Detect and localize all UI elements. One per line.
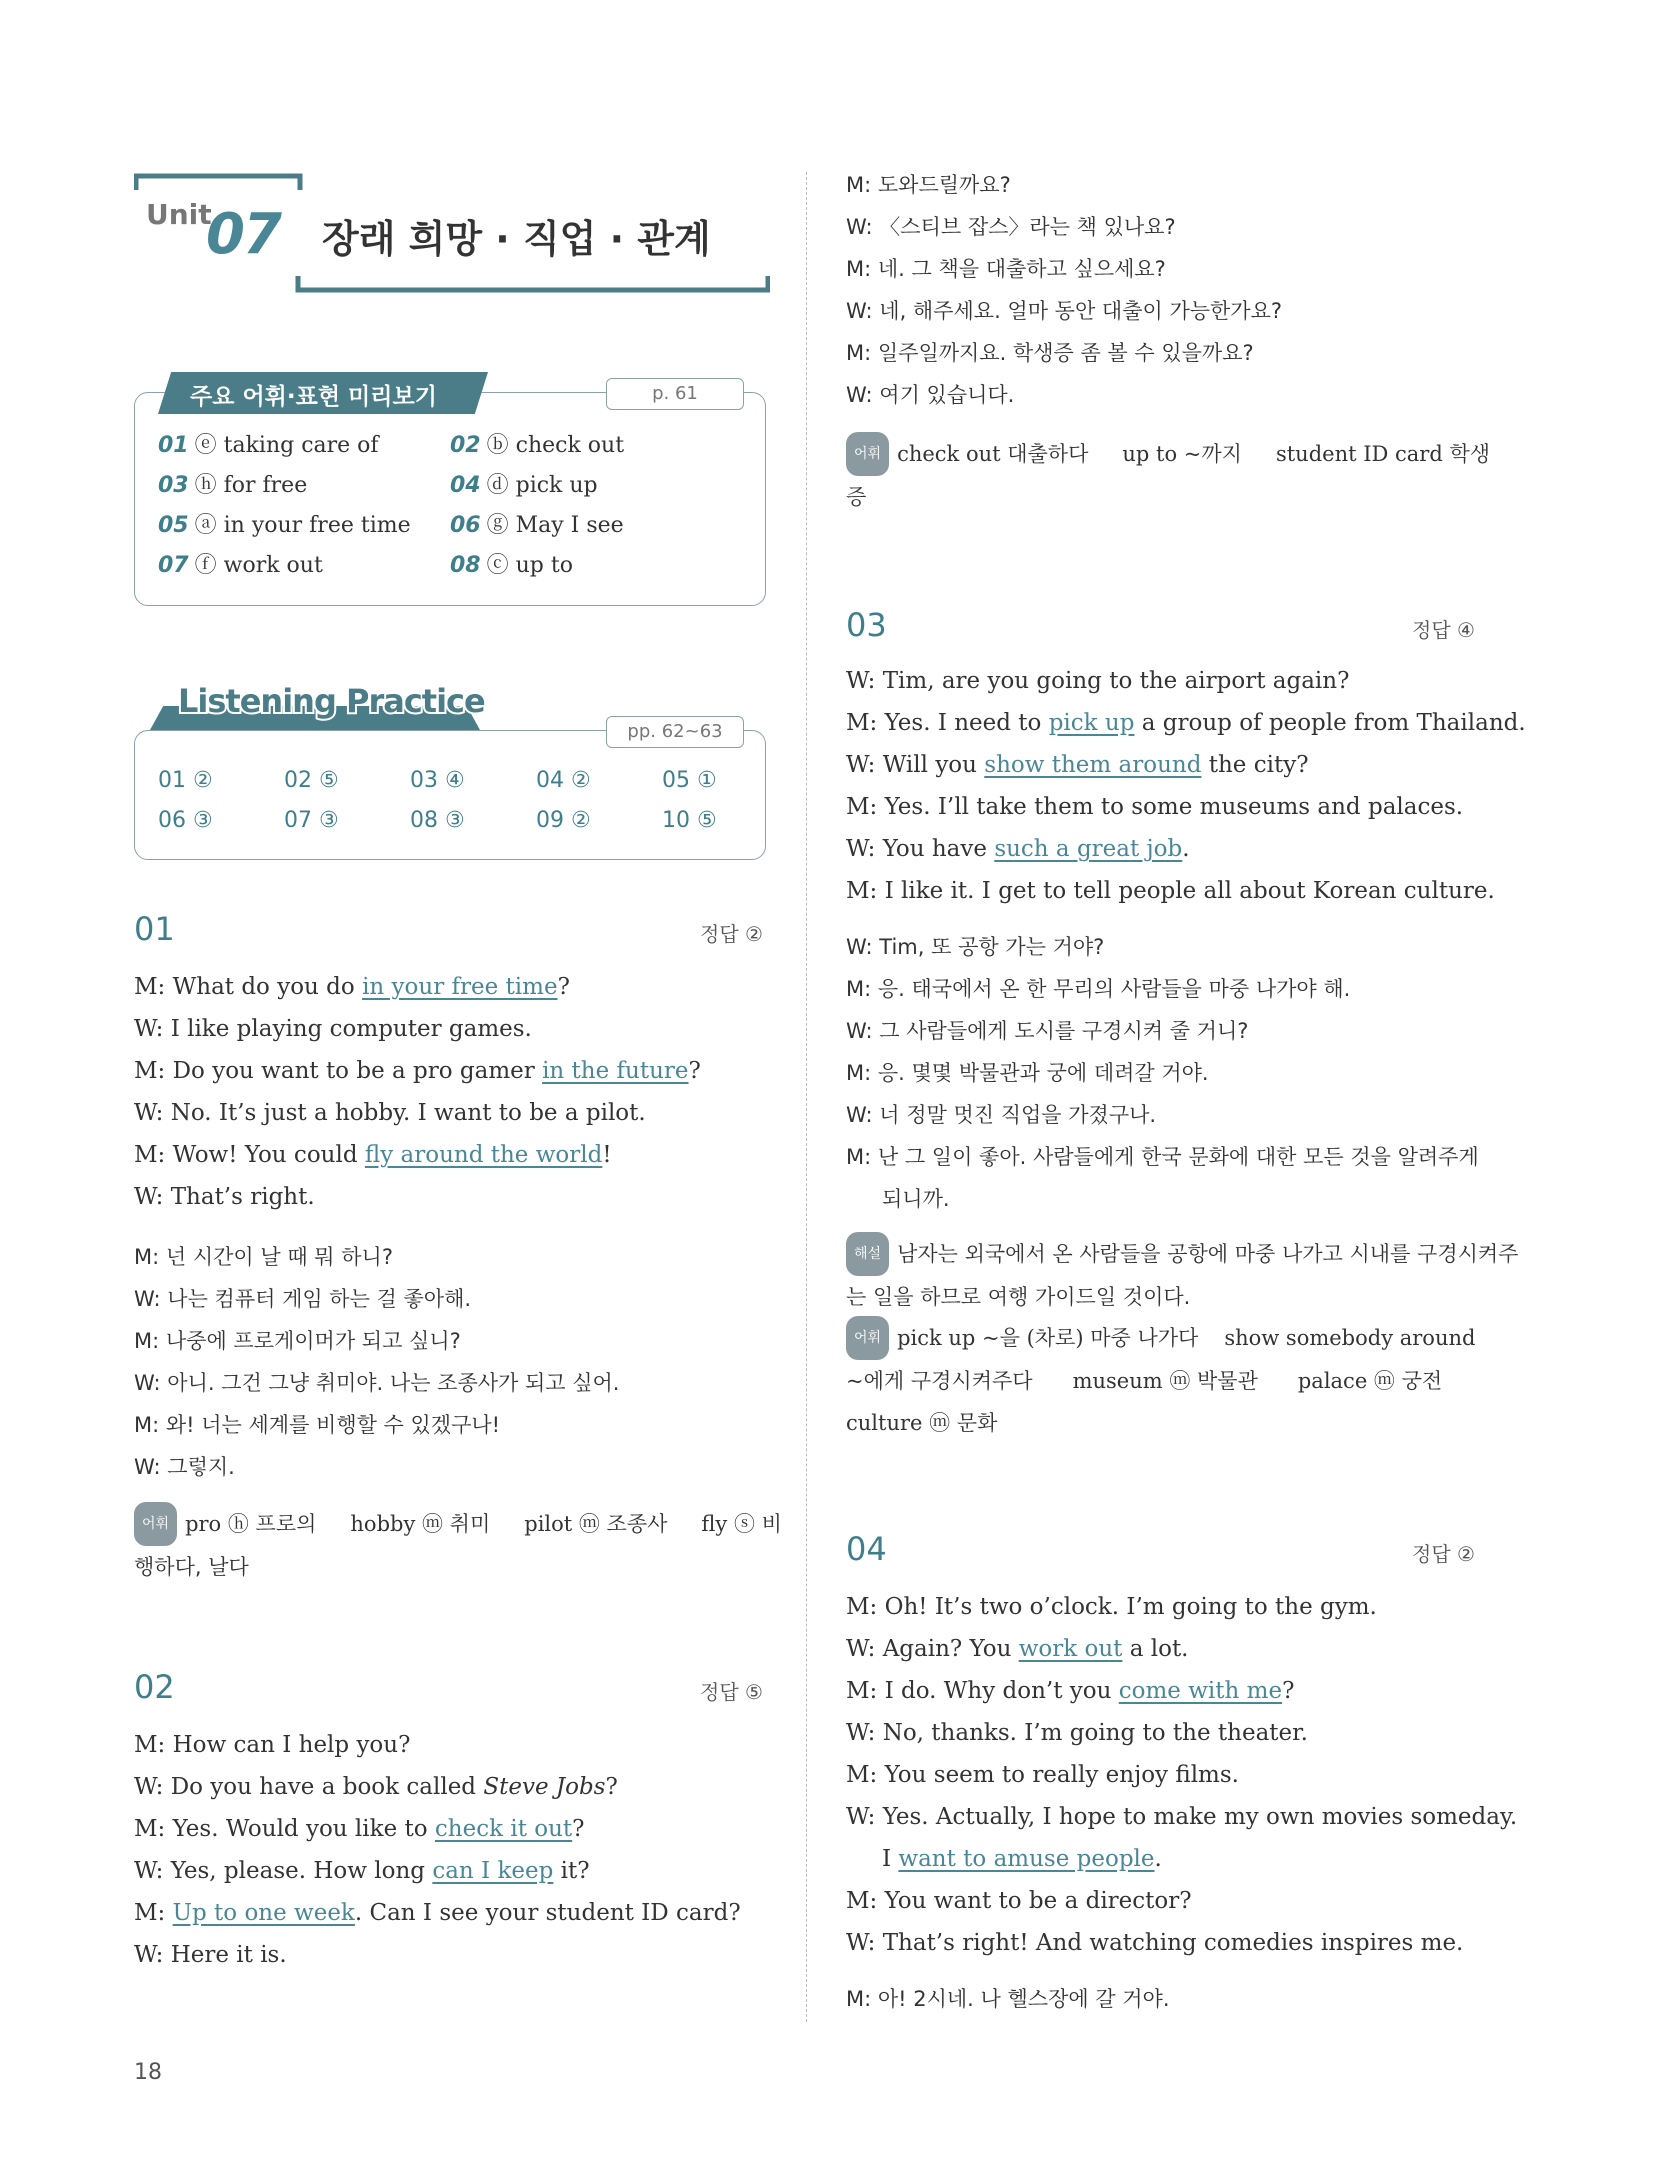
vocab-note: 어휘 pick up ~을 (차로) 마중 나가다 show somebody around ~에게 구경시켜주다 museum ⓜ 박물관 palace ⓜ 궁전 culture ⓜ 문화 [846,1316,1506,1444]
dialogue-line: W: That’s right. [134,1184,315,1210]
dialogue-line: M: Yes. I’ll take them to some museums and palaces. [846,794,1464,820]
section-answer: 정답 ② [700,922,763,946]
dialogue-line: M: How can I help you? [134,1732,411,1758]
section-number: 02 [134,1668,175,1706]
dialogue-line: M: 넌 시간이 날 때 뭐 하니? [134,1245,393,1269]
dialogue-line: W: Here it is. [134,1942,287,1968]
listening-title: Listening Practice [178,682,485,720]
dialogue-line: M: 일주일까지요. 학생증 좀 볼 수 있을까요? [846,341,1254,365]
dialogue-line: M: Wow! You could fly around the world! [134,1142,612,1168]
dialogue-line: M: 나중에 프로게이머가 되고 싶니? [134,1329,461,1353]
dialogue-en [134,1724,774,1976]
listening-box [134,730,766,860]
preview-item: 04 ⓓ pick up [450,473,598,498]
dialogue-line: I want to amuse people. [882,1846,1162,1872]
explanation-tag: 해설 [846,1232,889,1276]
dialogue-ko [846,1978,1506,2020]
preview-item: 03 ⓗ for free [158,473,308,498]
unit-title: 장래 희망 · 직업 · 관계 [322,217,711,261]
dialogue-line: M: You seem to really enjoy films. [846,1762,1239,1788]
dialogue-ko [134,1236,774,1488]
dialogue-line: M: Yes. I need to pick up a group of people from Thailand. [846,710,1526,736]
dialogue-line: M: 응. 몇몇 박물관과 궁에 데려갈 거야. [846,1061,1209,1085]
dialogue-line: M: 도와드릴까요? [846,173,1011,197]
preview-item: 02 ⓑ check out [450,433,625,458]
dialogue-en [846,660,1526,912]
dialogue-en [134,966,774,1218]
dialogue-line: M: Yes. Would you like to check it out? [134,1816,585,1842]
preview-item: 08 ⓒ up to [450,553,573,578]
preview-item: 07 ⓕ work out [158,553,323,578]
section-answer: 정답 ④ [1412,618,1475,642]
listening-answer: 09 ② [536,808,591,833]
dialogue-line: W: 〈스티브 잡스〉라는 책 있나요? [846,215,1176,239]
section-number: 04 [846,1530,887,1568]
listening-answer: 01 ② [158,768,213,793]
listening-answer: 04 ② [536,768,591,793]
dialogue-line: 되니까. [882,1187,950,1211]
unit-number: 07 [206,202,280,267]
dialogue-line: M: Oh! It’s two o’clock. I’m going to the gym. [846,1594,1377,1620]
column-divider [806,172,807,2022]
dialogue-line: M: Up to one week. Can I see your student ID card? [134,1900,741,1926]
listening-answer: 05 ① [662,768,717,793]
preview-title: 주요 어휘·표현 미리보기 [190,384,437,410]
dialogue-line: M: You want to be a director? [846,1888,1192,1914]
listening-answer: 07 ③ [284,808,339,833]
preview-page-ref: p. 61 [606,378,744,410]
dialogue-line: W: 너 정말 멋진 직업을 가졌구나. [846,1103,1157,1127]
dialogue-line: W: Again? You work out a lot. [846,1636,1189,1662]
page-number: 18 [134,2060,162,2085]
section-number: 01 [134,910,175,948]
dialogue-line: W: Tim, are you going to the airport again? [846,668,1350,694]
dialogue-line: W: 그 사람들에게 도시를 구경시켜 줄 거니? [846,1019,1249,1043]
explanation-note: 해설 남자는 외국에서 온 사람들을 공항에 마중 나가고 시내를 구경시켜주 는 일을 하므로 여행 가이드일 것이다. [846,1232,1506,1318]
listening-page-ref: pp. 62~63 [606,716,744,748]
listening-answer: 02 ⑤ [284,768,339,793]
listening-answer: 06 ③ [158,808,213,833]
dialogue-line: W: 나는 컴퓨터 게임 하는 걸 좋아해. [134,1287,472,1311]
dialogue-ko [846,926,1506,1220]
dialogue-line: M: 네. 그 책을 대출하고 싶으세요? [846,257,1166,281]
dialogue-line: W: You have such a great job. [846,836,1190,862]
dialogue-line: M: Do you want to be a pro gamer in the future? [134,1058,701,1084]
dialogue-ko [846,164,1486,416]
dialogue-line: W: No. It’s just a hobby. I want to be a pilot. [134,1100,646,1126]
listening-answer: 08 ③ [410,808,465,833]
vocab-tag: 어휘 [846,432,889,476]
dialogue-line: W: 여기 있습니다. [846,383,1015,407]
dialogue-line: W: Yes. Actually, I hope to make my own movies someday. [846,1804,1518,1830]
vocab-tag: 어휘 [846,1316,889,1360]
dialogue-line: W: No, thanks. I’m going to the theater. [846,1720,1308,1746]
vocab-tag: 어휘 [134,1502,177,1546]
dialogue-line: M: What do you do in your free time? [134,974,570,1000]
preview-item: 06 ⓖ May I see [450,513,624,538]
unit-label: Unit [146,198,212,231]
dialogue-line: M: 와! 너는 세계를 비행할 수 있겠구나! [134,1413,501,1437]
listening-answer: 10 ⑤ [662,808,717,833]
dialogue-line: W: 그렇지. [134,1455,235,1479]
dialogue-line: W: Do you have a book called Steve Jobs? [134,1774,618,1800]
dialogue-line: W: Yes, please. How long can I keep it? [134,1858,590,1884]
dialogue-line: M: 난 그 일이 좋아. 사람들에게 한국 문화에 대한 모든 것을 알려주게 [846,1145,1479,1169]
dialogue-line: W: Tim, 또 공항 가는 거야? [846,935,1105,959]
dialogue-line: W: 네, 해주세요. 얼마 동안 대출이 가능한가요? [846,299,1283,323]
vocab-note: 어휘 pro ⓗ 프로의 hobby ⓜ 취미 pilot ⓜ 조종사 fly ⓢ 비 행하다, 날다 [134,1502,774,1588]
dialogue-line: W: I like playing computer games. [134,1016,532,1042]
dialogue-line: W: Will you show them around the city? [846,752,1309,778]
section-number: 03 [846,606,887,644]
preview-item: 01 ⓔ taking care of [158,433,379,458]
listening-answer: 03 ④ [410,768,465,793]
dialogue-line: W: 아니. 그건 그냥 취미야. 나는 조종사가 되고 싶어. [134,1371,620,1395]
dialogue-line: M: 아! 2시네. 나 헬스장에 갈 거야. [846,1987,1170,2011]
dialogue-line: M: 응. 태국에서 온 한 무리의 사람들을 마중 나가야 해. [846,977,1351,1001]
dialogue-line: M: I like it. I get to tell people all about Korean culture. [846,878,1495,904]
section-answer: 정답 ⑤ [700,1680,763,1704]
dialogue-en [846,1586,1518,1964]
unit-header [134,172,770,298]
preview-item: 05 ⓐ in your free time [158,513,411,538]
dialogue-line: W: That’s right! And watching comedies inspires me. [846,1930,1464,1956]
dialogue-line: M: I do. Why don’t you come with me? [846,1678,1295,1704]
section-answer: 정답 ② [1412,1542,1475,1566]
vocab-note: 어휘 check out 대출하다 up to ~까지 student ID card 학생 증 [846,432,1486,518]
